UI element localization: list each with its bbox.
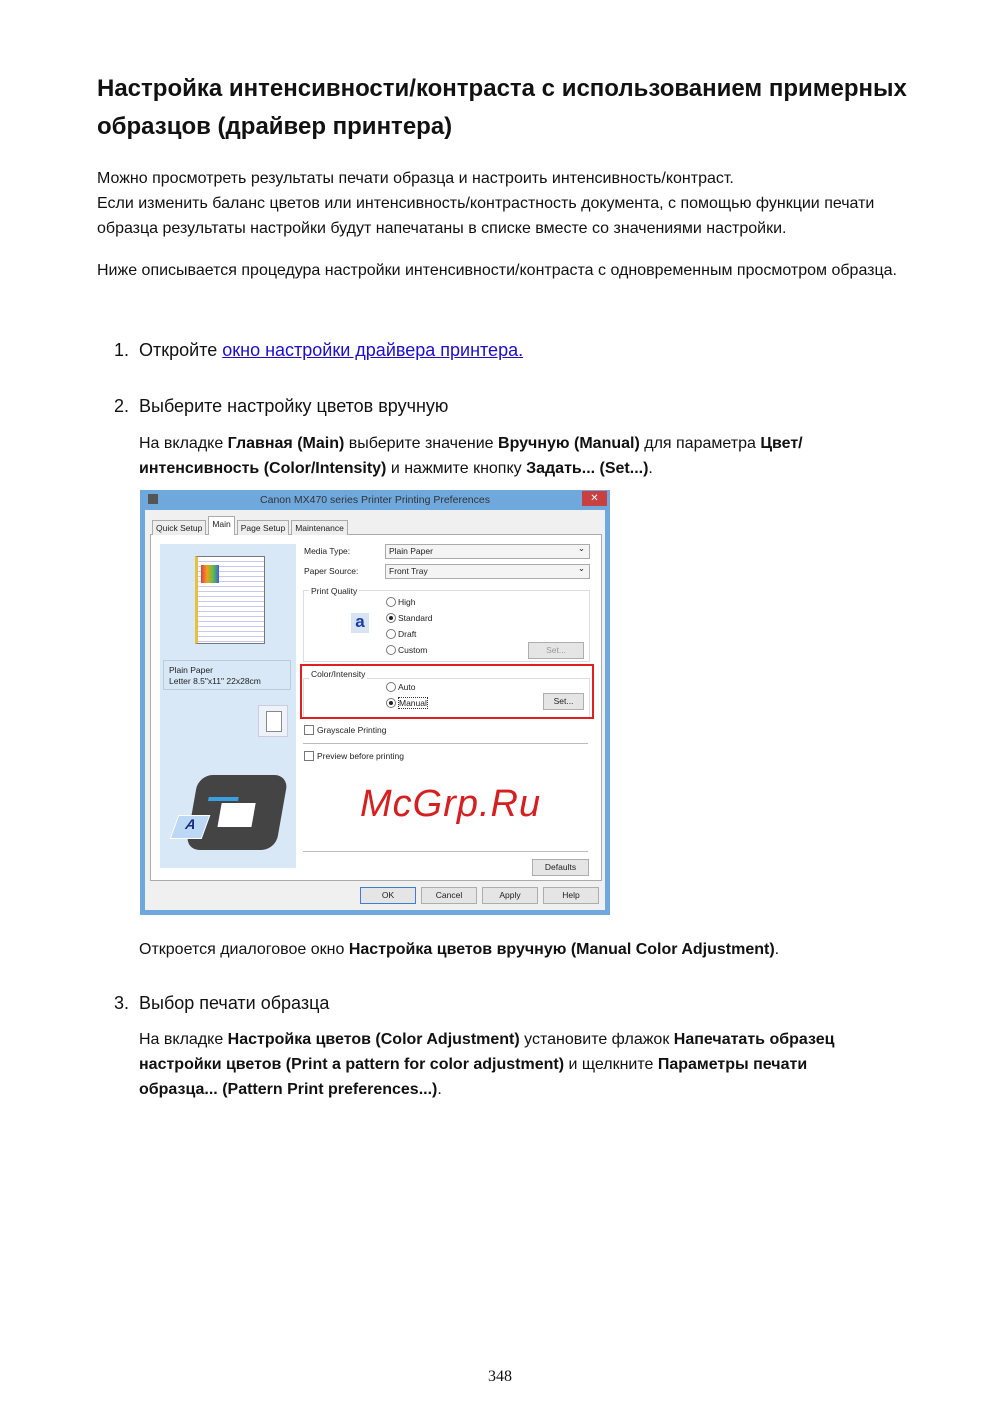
preview-label: Preview before printing <box>317 751 404 761</box>
text-run: для параметра <box>639 435 761 452</box>
bold-term: Цвет/интенсивность (Color/Intensity) <box>139 435 803 477</box>
quality-high-radio[interactable] <box>386 597 396 607</box>
bold-term: Настройка цветов (Color Adjustment) <box>227 1031 520 1048</box>
step-3-body <box>139 1027 889 1102</box>
color-auto-label: Auto <box>398 682 416 692</box>
dialog-title: Canon MX470 series Printer Printing Preferences <box>260 494 490 506</box>
step-number: 2. <box>114 396 130 416</box>
paper-type-text: Plain Paper <box>169 665 213 675</box>
text-run: Откроется диалоговое окно <box>139 941 349 958</box>
bold-term: Параметры печати образца... (Pattern Print preferences...) <box>139 1056 808 1098</box>
quality-a-icon: a <box>351 613 369 633</box>
cancel-button[interactable]: Cancel <box>421 887 477 904</box>
paper-size-text: Letter 8.5"x11" 22x28cm <box>169 676 261 686</box>
driver-settings-link[interactable]: окно настройки драйвера принтера. <box>222 340 524 360</box>
step-2 <box>114 396 448 417</box>
paper-source-select[interactable]: Front Tray ⌄ <box>385 564 590 579</box>
defaults-button[interactable]: Defaults <box>532 859 589 876</box>
step-text: Откройте <box>139 340 223 360</box>
quality-draft-radio[interactable] <box>386 629 396 639</box>
page-number: 348 <box>488 1368 512 1385</box>
step-3 <box>114 993 329 1014</box>
divider <box>303 743 588 744</box>
orientation-icon <box>258 705 288 737</box>
quality-set-button[interactable]: Set... <box>528 642 584 659</box>
page-title: Настройка интенсивности/контраста с использованием примерных образцов (драйвер принтера) <box>97 75 907 140</box>
help-button[interactable]: Help <box>543 887 599 904</box>
text-run: На вкладке <box>139 435 228 452</box>
tab-maintenance[interactable]: Maintenance <box>291 520 348 535</box>
text-run: выберите значение <box>344 435 499 452</box>
step-title: Выберите настройку цветов вручную <box>139 396 449 416</box>
quality-custom-radio[interactable] <box>386 645 396 655</box>
text-run: . <box>774 941 780 958</box>
bold-term: Задать... (Set...) <box>526 460 649 477</box>
step-1 <box>114 340 523 361</box>
step-number: 1. <box>114 340 130 360</box>
bold-term: Напечатать образец настройки цветов (Print a pattern for color adjustment) <box>139 1031 835 1073</box>
printing-preferences-dialog <box>140 490 610 915</box>
tab-main[interactable]: Main <box>208 516 234 535</box>
procedure-paragraph: Ниже описывается процедура настройки интенсивности/контраста с одновременным просмотром образца. <box>97 262 897 279</box>
ok-button[interactable]: OK <box>360 887 416 904</box>
tab-page-setup[interactable]: Page Setup <box>237 520 289 535</box>
divider <box>303 851 588 852</box>
intro-line: Можно просмотреть результаты печати образца и настроить интенсивность/контраст. <box>97 170 734 187</box>
color-intensity-label: Color/Intensity <box>311 669 366 679</box>
media-type-label: Media Type: <box>304 546 351 556</box>
tab-bar <box>152 517 348 535</box>
color-set-button[interactable]: Set... <box>543 693 584 710</box>
paper-output-icon: A <box>170 815 211 839</box>
text-run: . <box>437 1081 442 1098</box>
color-manual-label: Manual <box>399 698 427 708</box>
text-run: установите флажок <box>519 1031 674 1048</box>
apply-button[interactable]: Apply <box>482 887 538 904</box>
close-button[interactable]: ✕ <box>582 491 607 506</box>
text-run: . <box>648 460 653 477</box>
step-title: Выбор печати образца <box>139 993 330 1013</box>
quality-standard-radio[interactable] <box>386 613 396 623</box>
intro-paragraph <box>97 166 937 241</box>
bold-term: Вручную (Manual) <box>498 435 640 452</box>
intro-line: Если изменить баланс цветов или интенсивность/контрастность документа, с помощью функции печати образца результаты настройки будут напечатаны в списке вместе со значениями настройки. <box>97 195 875 237</box>
quality-high-label: High <box>398 597 416 607</box>
bold-term: Настройка цветов вручную (Manual Color Adjustment) <box>348 941 775 958</box>
color-bar-image <box>201 565 219 583</box>
grayscale-label: Grayscale Printing <box>317 725 387 735</box>
bold-term: Главная (Main) <box>227 435 345 452</box>
text-run: и нажмите кнопку <box>386 460 527 477</box>
paper-info-box <box>163 660 291 690</box>
media-type-select[interactable]: Plain Paper ⌄ <box>385 544 590 559</box>
quality-draft-label: Draft <box>398 629 417 639</box>
page-preview-image <box>195 556 265 644</box>
quality-custom-label: Custom <box>398 645 428 655</box>
step-number: 3. <box>114 993 130 1013</box>
step-2-result <box>139 937 889 962</box>
tab-quick-setup[interactable]: Quick Setup <box>152 520 206 535</box>
preview-checkbox[interactable] <box>304 751 314 761</box>
text-run: На вкладке <box>139 1031 228 1048</box>
print-quality-label: Print Quality <box>311 586 358 596</box>
step-2-body <box>139 431 889 481</box>
paper-source-label: Paper Source: <box>304 566 359 576</box>
highlight-box <box>300 664 594 719</box>
watermark: McGrp.Ru <box>360 783 542 825</box>
grayscale-checkbox[interactable] <box>304 725 314 735</box>
quality-standard-label: Standard <box>398 613 433 623</box>
printer-icon <box>148 494 158 504</box>
text-run: и щелкните <box>564 1056 658 1073</box>
